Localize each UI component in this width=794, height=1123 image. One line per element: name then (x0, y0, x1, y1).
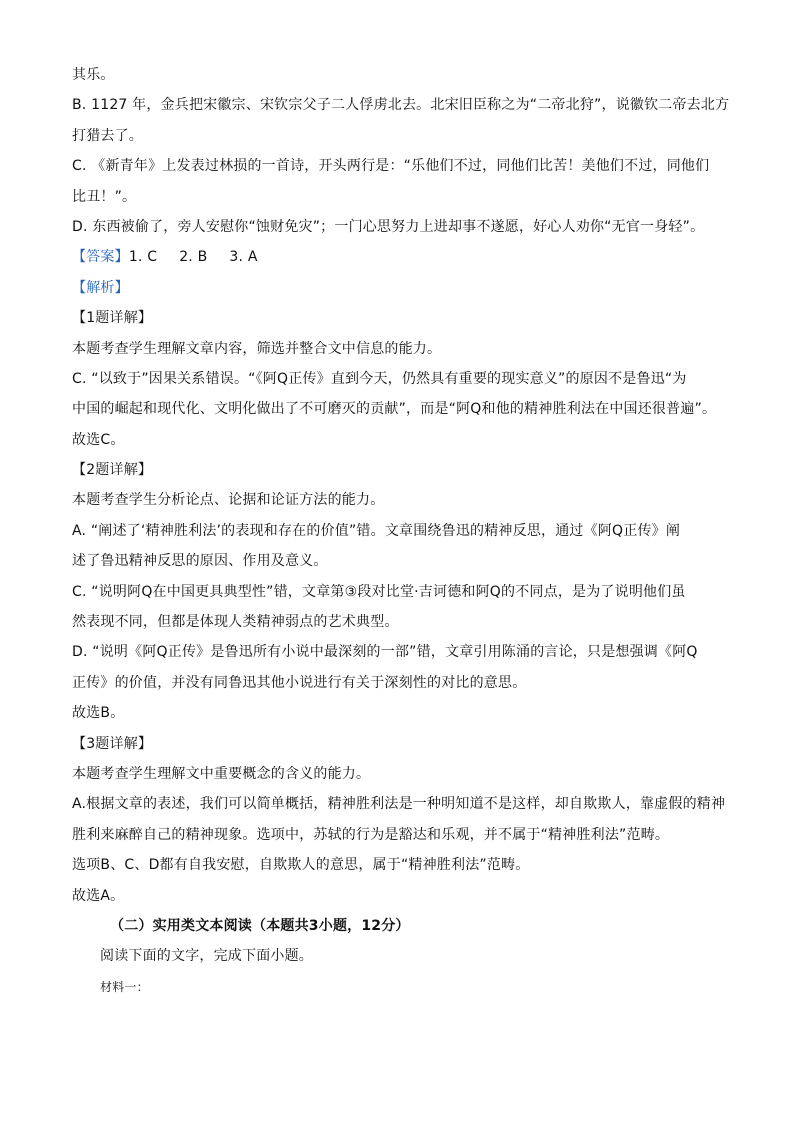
q3-line: 胜利来麻醉自己的精神现象。选项中，苏轼的行为是豁达和乐观，并不属于“精神胜利法”范畴。 (72, 826, 670, 843)
q1-line: 中国的崛起和现代化、文明化做出了不可磨灭的贡献”，而是“阿Q和他的精神胜利法在中国还很普遍”。 (72, 401, 717, 418)
q2-line: 正传》的价值，并没有同鲁迅其他小说进行有关于深刻性的对比的意思。 (72, 674, 527, 691)
q1-line: 故选C。 (72, 431, 125, 448)
option-b-line-1: B. 1127 年，金兵把宋徽宗、宋钦宗父子二人俘虏北去。北宋旧臣称之为“二帝北狩”，说徽钦二帝去北方 (72, 97, 730, 114)
q2-heading: 【2题详解】 (72, 462, 153, 479)
text-line: 其乐。 (72, 67, 115, 83)
section-title: （二）实用类文本阅读（本题共3小题，12分） (110, 917, 410, 934)
answer-label: 【答案】 (72, 249, 129, 266)
answer-item: 2. B (179, 249, 208, 266)
q1-heading: 【1题详解】 (72, 310, 153, 327)
q2-line: 故选B。 (72, 705, 125, 722)
q1-line: C. “以致于”因果关系错误。“《阿Q正传》直到今天，仍然具有重要的现实意义”的原因不是鲁迅“为 (72, 370, 687, 387)
q2-line: 然表现不同，但都是体现人类精神弱点的艺术典型。 (72, 614, 399, 631)
answer-item: 3. A (229, 249, 258, 266)
q1-line: 本题考查学生理解文章内容，筛选并整合文中信息的能力。 (72, 340, 442, 357)
section-instruction: 阅读下面的文字，完成下面小题。 (100, 948, 313, 965)
material-label: 材料一： (100, 979, 149, 994)
document-page (72, 60, 728, 1002)
answer-line (72, 242, 728, 272)
option-c-line-2: 比丑！”。 (72, 188, 137, 205)
option-c-line-1: C. 《新青年》上发表过林损的一首诗，开头两行是：“乐他们不过，同他们比苦！美他们不过，同他们 (72, 158, 710, 175)
answer-item: 1. C (128, 249, 158, 266)
q3-line: 本题考查学生理解文中重要概念的含义的能力。 (72, 765, 371, 782)
q3-line: 选项B、C、D都有自我安慰，自欺欺人的意思，属于“精神胜利法”范畴。 (72, 857, 530, 874)
option-d-line: D. 东西被偷了，旁人安慰你“蚀财免灾”；一门心思努力上进却事不遂愿，好心人劝你“无官一身轻”。 (72, 218, 705, 235)
analysis-label: 【解析】 (72, 279, 129, 296)
q3-line: 故选A。 (72, 887, 125, 904)
q3-heading: 【3题详解】 (72, 735, 153, 752)
q2-line: C. “说明阿Q在中国更具典型性”错，文章第③段对比堂·吉诃德和阿Q的不同点，是为了说明他们虽 (72, 583, 686, 600)
q2-line: 本题考查学生分析论点、论据和论证方法的能力。 (72, 492, 385, 509)
q3-line: A.根据文章的表述，我们可以简单概括，精神胜利法是一种明知道不是这样，却自欺欺人，靠虚假的精神 (72, 796, 726, 813)
q2-line: 述了鲁迅精神反思的原因、作用及意义。 (72, 553, 328, 570)
q2-line: A. “阐述了‘精神胜利法’的表现和存在的价值”错。文章围绕鲁迅的精神反思，通过《阿Q正传》阐 (72, 522, 681, 539)
q2-line: D. “说明《阿Q正传》是鲁迅所有小说中最深刻的一部”错，文章引用陈涌的言论，只是想强调《阿Q (72, 644, 698, 661)
option-b-line-2: 打猎去了。 (72, 127, 143, 144)
